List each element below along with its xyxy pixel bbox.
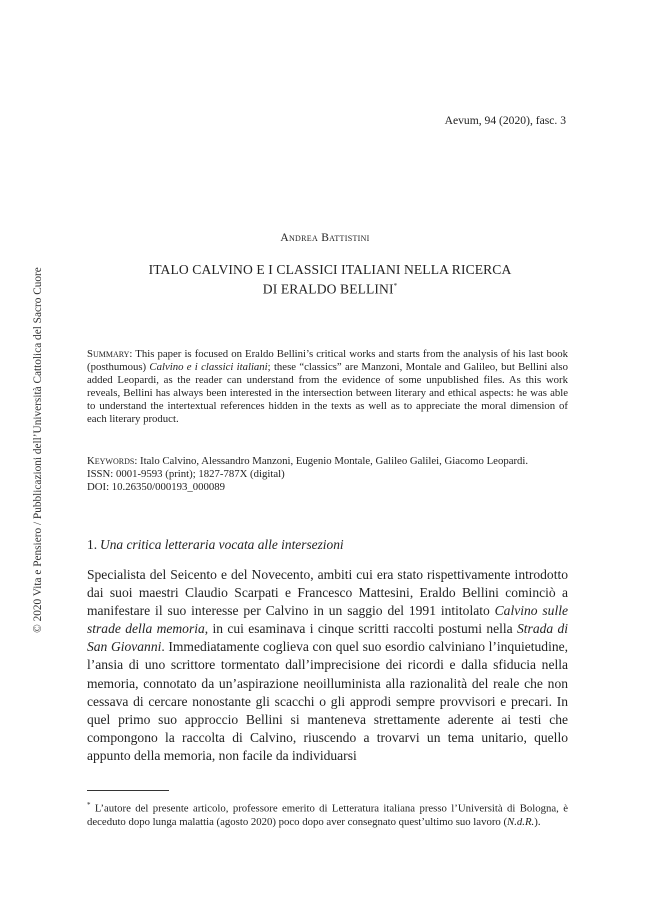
footnote-text-1: L’autore del presente articolo, professore emerito di Letteratura italiana presso l’Università di Bologna, è deceduto dopo lunga malattia (agosto 2020) poco dopo aver consegnato quest’ultimo suo lavoro ( — [87, 802, 568, 828]
section-title: Una critica letteraria vocata alle intersezioni — [100, 537, 344, 552]
issn-line: ISSN: 0001-9593 (print); 1827-787X (digital) — [87, 468, 285, 480]
title-line-1: ITALO CALVINO E I CLASSICI ITALIANI NELLA RICERCA — [148, 262, 512, 277]
footnote-divider — [87, 790, 169, 791]
keywords-line — [87, 455, 568, 468]
body-italic-1: Calvino sulle strade della memoria — [87, 603, 568, 637]
keywords-label: Keywords: — [87, 455, 138, 467]
section-heading — [87, 537, 344, 553]
summary-block — [87, 348, 568, 426]
summary-text-2: ; these “classics” are Manzoni, Montale and Galileo, but Bellini also added Leopardi, as the reader can understand from the evidence of some unpublished files. As this work reveals, Bellini has always been interested in the intersection between literary and ethical aspects: he was able to understand the intertextual references hidden in the texts as well as to appreciate the moral dimension of each literary product. — [87, 361, 568, 425]
summary-book-title: Calvino e i classici italiani — [149, 361, 268, 373]
title-footnote-marker[interactable]: * — [393, 282, 398, 290]
journal-reference: Aevum, 94 (2020), fasc. 3 — [444, 114, 566, 127]
footnote-text-2: ). — [534, 815, 541, 828]
section-number: 1. — [87, 537, 98, 552]
keywords-text: Italo Calvino, Alessandro Manzoni, Eugenio Montale, Galileo Galilei, Giacomo Leopardi. — [137, 455, 529, 467]
body-paragraph — [87, 566, 568, 765]
body-text-2: , in cui esaminava i cinque scritti raccolti postumi nella — [204, 621, 518, 637]
body-text-3: . Immediatamente coglieva con quel suo esordio calviniano l’inquietudine, l’ansia di uno scrittore tormentato dall’imprecisione dei ricordi e dalla sfiducia nella memoria, connotato da un’aspirazione neoilluminista alla razionalità del reale che non cessava di cercare nonostante gli scacchi o gli approdi sempre provvisori e precari. In quel primo suo approccio Bellini si manteneva strettamente aderente ai testi che compongono la raccolta di Calvino, riuscendo a trovarvi un tema unitario, quello appunto della memoria, non facile da individuarsi — [87, 639, 568, 763]
footnote-italic: N.d.R. — [507, 815, 535, 828]
title-line-2: DI ERALDO BELLINI — [262, 281, 394, 297]
doi-line: DOI: 10.26350/000193_000089 — [87, 481, 225, 493]
summary-text-1: This paper is focused on Eraldo Bellini’s critical works and starts from the analysis of his last book (posthumous) — [87, 348, 568, 373]
body-text-1: Specialista del Seicento e del Novecento, ambiti cui era stato rispettivamente introdotto dai suoi maestri Claudio Scarpati e Francesco Mattesini, Eraldo Bellini cominciò a manifestare il suo interesse per Calvino in un saggio del 1991 intitolato — [87, 567, 568, 619]
summary-label: Summary: — [87, 348, 133, 360]
body-italic-2: Strada di San Giovanni — [87, 621, 569, 655]
article-author: Andrea Battistini — [280, 232, 370, 244]
keywords-block — [87, 455, 568, 494]
copyright-side-note: © 2020 Vita e Pensiero / Pubblicazioni dell’Università Cattolica del Sacro Cuore — [32, 267, 44, 633]
footnote-marker: * — [87, 801, 91, 809]
article-title — [120, 262, 540, 298]
footnote — [87, 799, 568, 829]
